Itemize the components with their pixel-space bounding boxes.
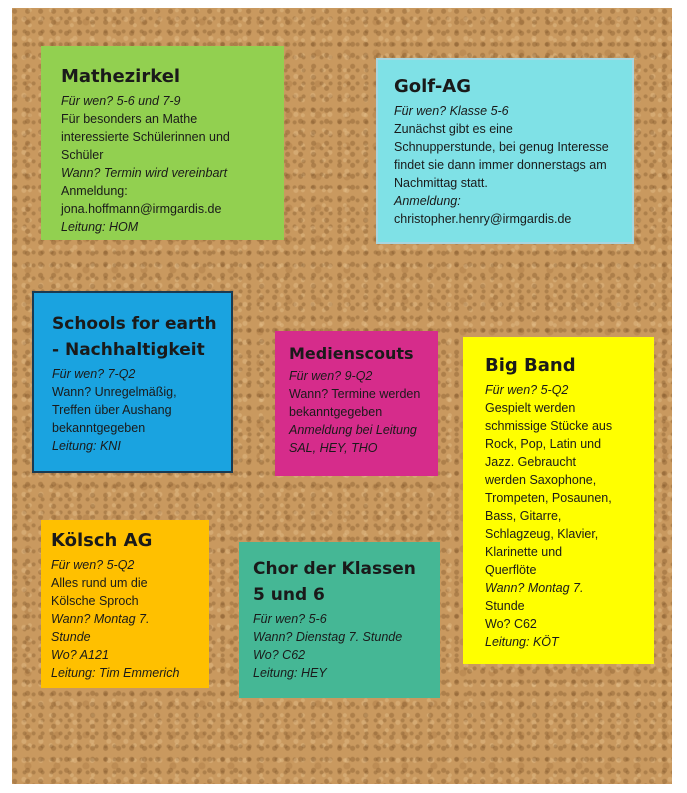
note-line: SAL, HEY, THO — [289, 441, 378, 455]
note-line: Für wen? 5-Q2 — [485, 383, 569, 397]
note-line: Wo? C62 — [485, 617, 537, 631]
note-line: Klarinette und — [485, 545, 563, 559]
note-title — [52, 311, 221, 363]
note-line: Wann? Termine werden — [289, 387, 421, 401]
note-line: Anmeldung: — [394, 194, 461, 208]
note-title: Golf-AG — [394, 76, 472, 97]
note-line: bekanntgegeben — [52, 421, 146, 435]
note-line: Alles rund um die — [51, 576, 148, 590]
email-text: christopher.henry@irmgardis.de — [394, 212, 572, 226]
note-line: Schnupperstunde, bei genug Interesse — [394, 140, 609, 154]
note-line: Für wen? 5-6 — [253, 612, 327, 626]
note-title: Kölsch AG — [51, 530, 153, 551]
email-text: jona.hoffmann@irmgardis.de — [61, 202, 222, 216]
note-title: Mathezirkel — [61, 66, 181, 87]
note-line: Stunde — [485, 599, 525, 613]
note-line: Leitung: HOM — [61, 220, 139, 234]
note-line: schmissige Stücke aus — [485, 419, 613, 433]
note-line: Nachmittag statt. — [394, 176, 488, 190]
note-line: Wann? Termin wird vereinbart — [61, 166, 228, 180]
note-line: werden Saxophone, — [485, 473, 597, 487]
note-line: Für wen? 5-6 und 7-9 — [61, 94, 181, 108]
note-line: Für besonders an Mathe — [61, 112, 198, 126]
note-line: Zunächst gibt es eine — [394, 122, 513, 136]
note-title-line: - Nachhaltigkeit — [52, 340, 205, 360]
note-chor — [239, 542, 440, 698]
note-line: Wann? Montag 7. — [51, 612, 150, 626]
note-line: Trompeten, Posaunen, — [485, 491, 612, 505]
note-line: Wo? C62 — [253, 648, 306, 662]
note-line: Für wen? 9-Q2 — [289, 369, 373, 383]
note-line: Stunde — [51, 630, 91, 644]
note-line: findet sie dann immer donnerstags am — [394, 158, 607, 172]
note-line: Querflöte — [485, 563, 537, 577]
note-line: Schlagzeug, Klavier, — [485, 527, 599, 541]
note-line: Wo? A121 — [51, 648, 109, 662]
note-title: Big Band — [485, 355, 576, 376]
note-line: Anmeldung bei Leitung — [289, 423, 417, 437]
note-line: Leitung: KÖT — [485, 635, 559, 649]
note-line: Für wen? 5-Q2 — [51, 558, 135, 572]
note-golf-ag — [376, 58, 634, 244]
note-title: Medienscouts — [289, 344, 414, 363]
note-big-band — [463, 337, 654, 664]
note-line: Kölsche Sproch — [51, 594, 139, 608]
note-title-line: Schools for earth — [52, 314, 217, 334]
note-line: Gespielt werden — [485, 401, 576, 415]
note-schools-for-earth — [32, 291, 233, 473]
note-line: Leitung: KNI — [52, 439, 121, 453]
note-line: bekanntgegeben — [289, 405, 383, 419]
note-line: Treffen über Aushang — [52, 403, 172, 417]
note-line: Anmeldung: — [61, 184, 128, 198]
note-line: Wann? Unregelmäßig, — [52, 385, 177, 399]
note-title-line: Chor der Klassen — [253, 559, 416, 579]
note-line: Für wen? Klasse 5-6 — [394, 104, 509, 118]
note-title-line: 5 und 6 — [253, 585, 325, 605]
note-line: Schüler — [61, 148, 104, 162]
note-line: Rock, Pop, Latin und — [485, 437, 602, 451]
note-line: interessierte Schülerinnen und — [61, 130, 230, 144]
note-title — [253, 556, 432, 608]
note-line: Jazz. Gebraucht — [485, 455, 577, 469]
note-line: Wann? Dienstag 7. Stunde — [253, 630, 403, 644]
note-line: Leitung: HEY — [253, 666, 327, 680]
note-koelsch-ag — [41, 520, 209, 688]
note-line: Für wen? 7-Q2 — [52, 367, 136, 381]
note-mathezirkel — [41, 46, 284, 240]
note-line: Wann? Montag 7. — [485, 581, 584, 595]
note-medienscouts — [275, 331, 438, 476]
note-line: Leitung: Tim Emmerich — [51, 666, 180, 680]
note-line: Bass, Gitarre, — [485, 509, 562, 523]
